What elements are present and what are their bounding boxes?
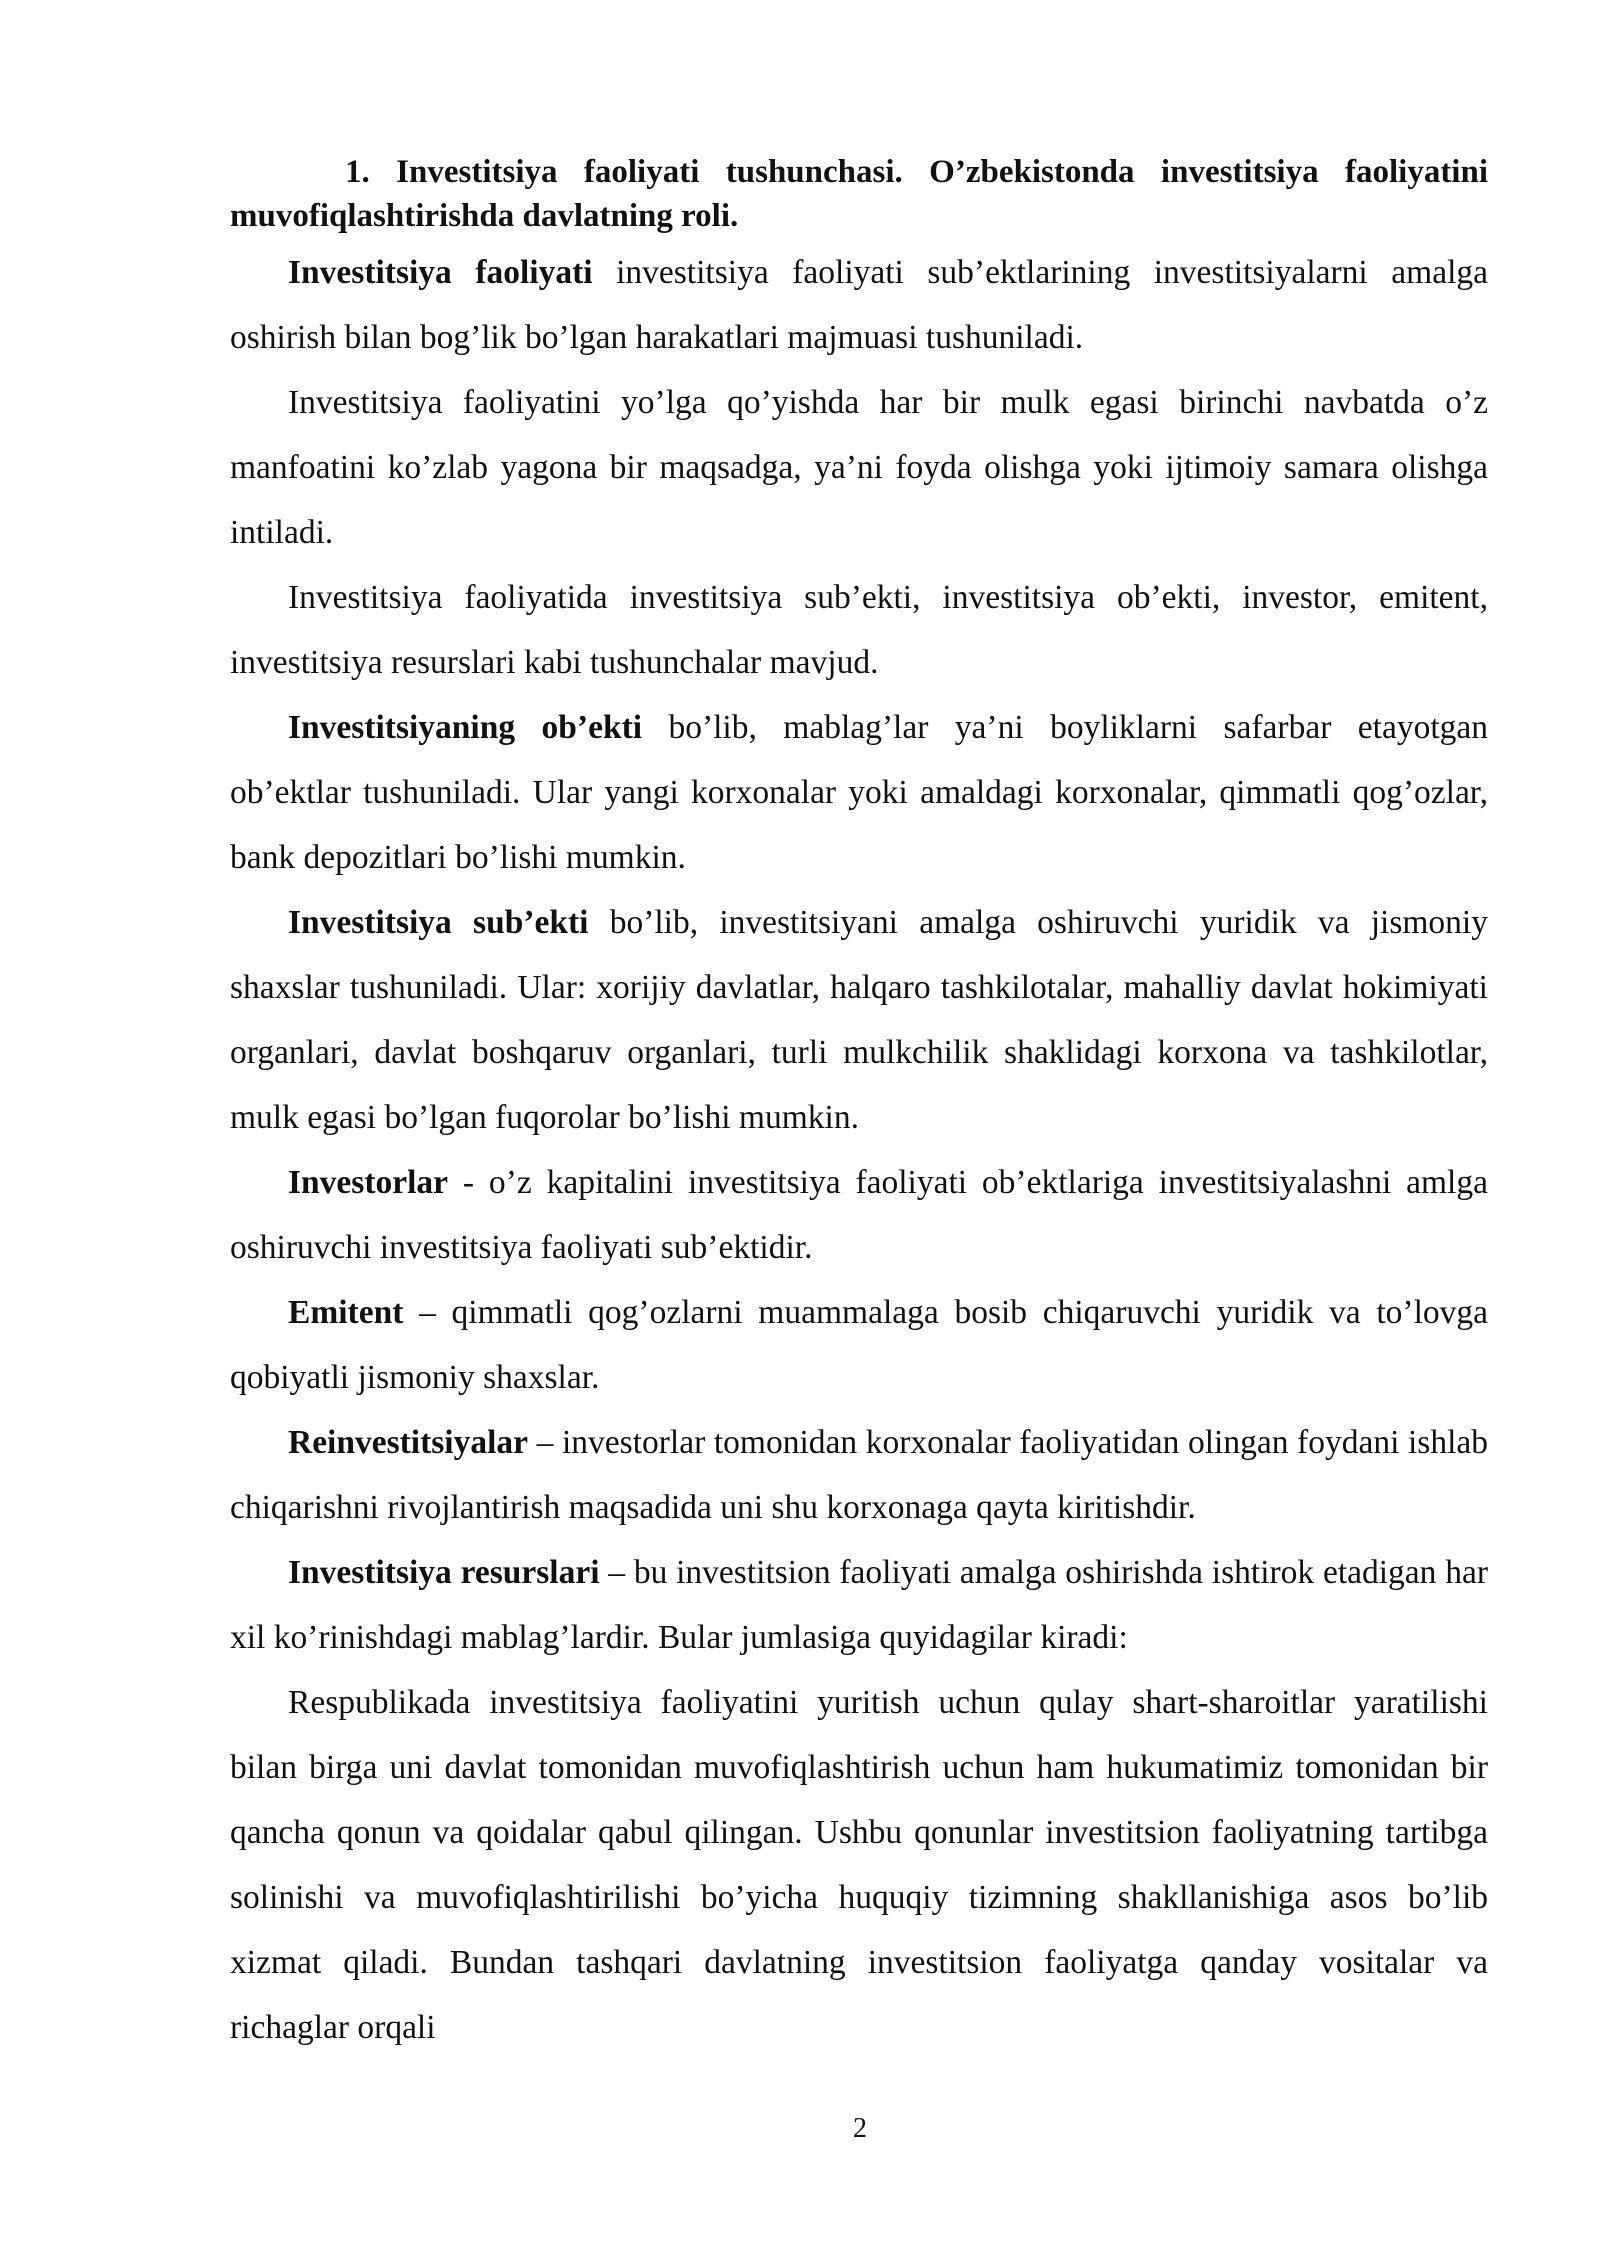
term-investment-subject: Investitsiya sub’ekti bbox=[288, 904, 589, 941]
term-emitent: Emitent bbox=[288, 1294, 404, 1331]
paragraph-state-regulation bbox=[230, 1670, 1488, 2060]
paragraph-text: bo’lib, mablag’lar ya’ni boyliklarni safarbar etayotgan ob’ektlar tushuniladi. Ular yangi korxonalar yoki amaldagi korxonalar, qimmatli qog’ozlar, bank depozitlari bo’lishi mumkin. bbox=[230, 709, 1489, 876]
paragraph-text: - o’z kapitalini investitsiya faoliyati ob’ektlariga investitsiyalashni amlga oshiruvchi investitsiya faoliyati sub’ektidir. bbox=[230, 1164, 1488, 1266]
paragraph-emitent bbox=[230, 1280, 1488, 1410]
paragraph-concepts bbox=[230, 565, 1488, 695]
paragraph-investment-resources bbox=[230, 1540, 1488, 1670]
paragraph-reinvestments bbox=[230, 1410, 1488, 1540]
paragraph-text: Investitsiya faoliyatida investitsiya sub’ekti, investitsiya ob’ekti, investor, emitent, investitsiya resurslari kabi tushunchalar mavjud. bbox=[230, 579, 1488, 681]
paragraph-text: Respublikada investitsiya faoliyatini yuritish uchun qulay shart-sharoitlar yaratilishi bilan birga uni davlat tomonidan muvofiqlashtirish uchun ham hukumatimiz tomonidan bir qancha qonun va qoidalar qabul qilingan. Ushbu qonunlar investitsion faoliyatning tartibga solinishi va muvofiqlashtirilishi bo’yicha huquqiy tizimning shakllanishiga asos bo’lib xizmat qiladi. Bundan tashqari davlatning investitsion faoliyatga qanday vositalar va richaglar orqali bbox=[230, 1684, 1488, 2046]
term-investment-object: Investitsiyaning ob’ekti bbox=[288, 709, 643, 746]
paragraph-text: – investorlar tomonidan korxonalar faoliyatidan olingan foydani ishlab chiqarishni rivojlantirish maqsadida uni shu korxonaga qayta kiritishdir. bbox=[230, 1424, 1488, 1526]
paragraph-investment-object bbox=[230, 695, 1488, 890]
paragraph-investment-subject bbox=[230, 890, 1488, 1150]
term-investors: Investorlar bbox=[288, 1164, 449, 1201]
paragraph-owner-goal bbox=[230, 370, 1488, 565]
paragraph-text: bo’lib, investitsiyani amalga oshiruvchi yuridik va jismoniy shaxslar tushuniladi. Ular: xorijiy davlatlar, halqaro tashkilotalar, mahalliy davlat hokimiyati organlari, davlat boshqaruv organlari, turli mulkchilik shaklidagi korxona va tashkilotlar, mulk egasi bo’lgan fuqorolar bo’lishi mumkin. bbox=[230, 904, 1488, 1136]
term-reinvestments: Reinvestitsiyalar bbox=[288, 1424, 529, 1461]
paragraph-investors bbox=[230, 1150, 1488, 1280]
term-investment-activity: Investitsiya faoliyati bbox=[288, 254, 593, 291]
document-page bbox=[230, 150, 1488, 2060]
paragraph-text: – bu investitsion faoliyati amalga oshirishda ishtirok etadigan har xil ko’rinishdagi mablag’lardir. Bular jumlasiga quyidagilar kiradi: bbox=[230, 1554, 1488, 1656]
page-number: 2 bbox=[853, 2113, 867, 2144]
paragraph-text: – qimmatli qog’ozlarni muammalaga bosib chiqaruvchi yuridik va to’lovga qobiyatli jismoniy shaxslar. bbox=[230, 1294, 1488, 1396]
section-heading: 1. Investitsiya faoliyati tushunchasi. O’zbekistonda investitsiya faoliyatini muvofiqlashtirishda davlatning roli. bbox=[230, 154, 1488, 234]
term-investment-resources: Investitsiya resurslari bbox=[288, 1554, 600, 1591]
paragraph-text: Investitsiya faoliyatini yo’lga qo’yishda har bir mulk egasi birinchi navbatda o’z manfoatini ko’zlab yagona bir maqsadga, ya’ni foyda olishga yoki ijtimoiy samara olishga intiladi. bbox=[230, 384, 1488, 551]
paragraph-investment-activity bbox=[230, 240, 1488, 370]
paragraph-text: investitsiya faoliyati sub’ektlarining investitsiyalarni amalga oshirish bilan bog’lik bo’lgan harakatlari majmuasi tushuniladi. bbox=[230, 254, 1488, 356]
